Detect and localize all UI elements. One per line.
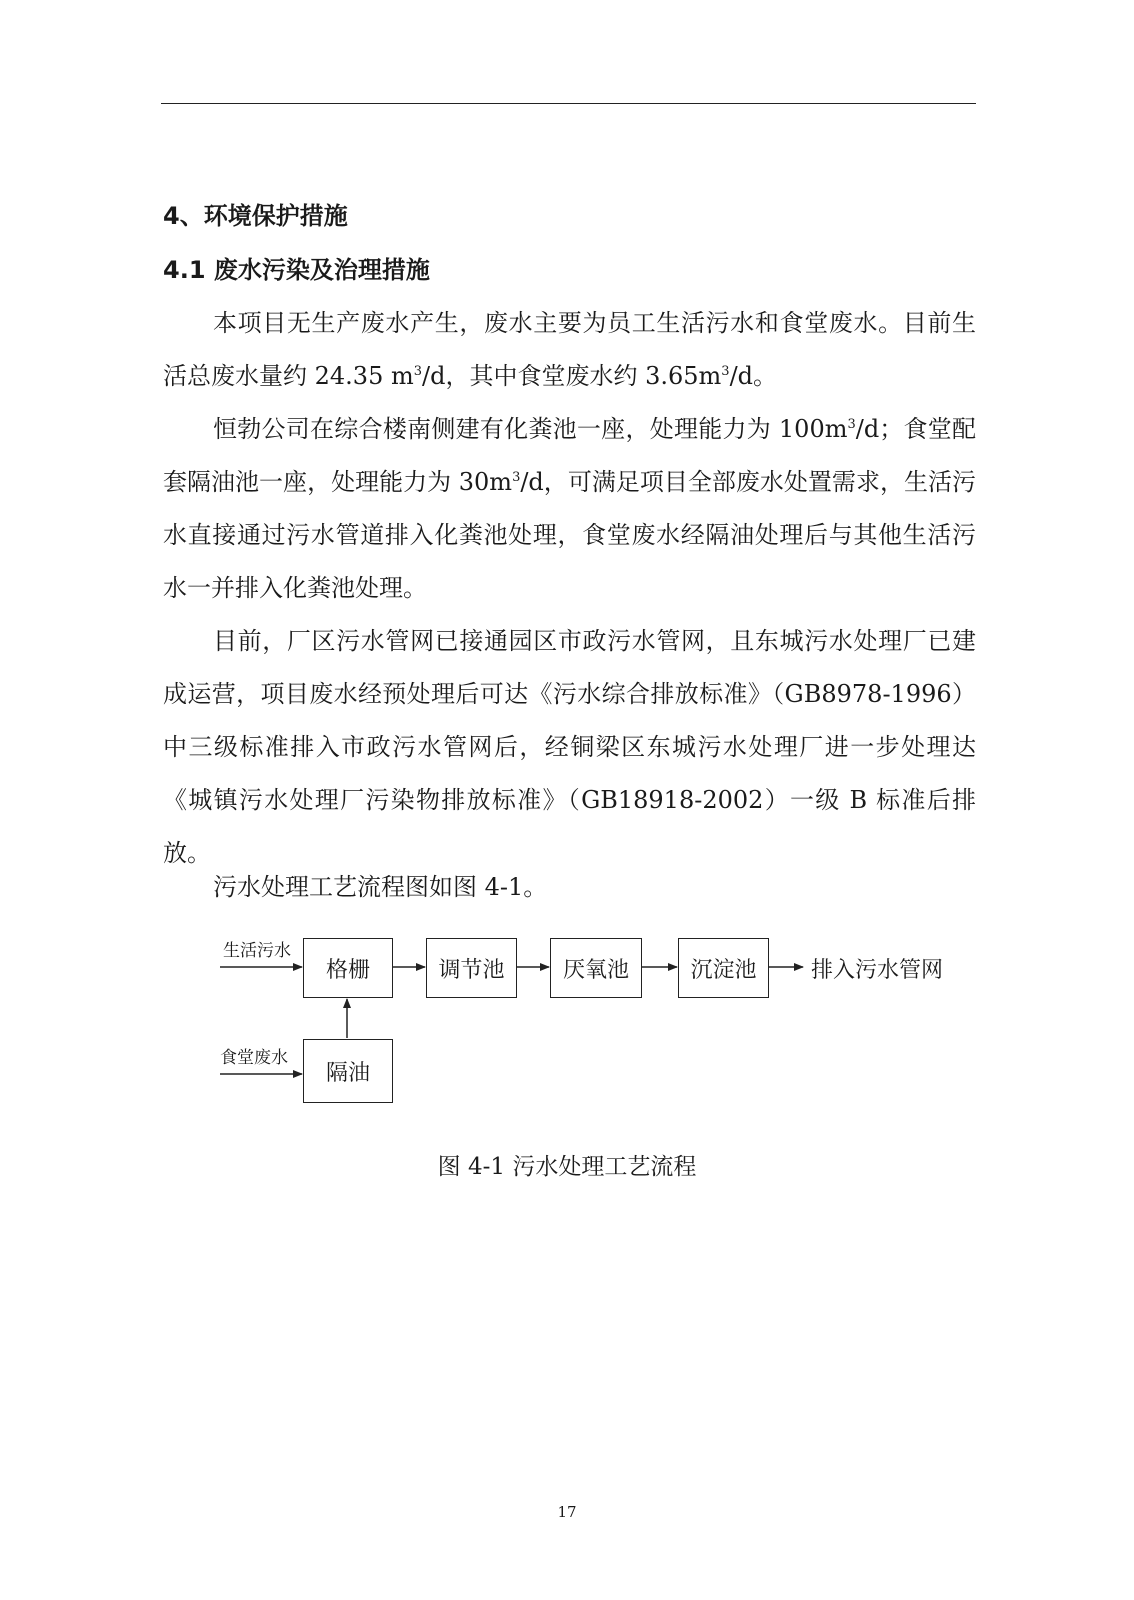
box-regulating-tank: 调节池 [426,938,517,998]
page-number: 17 [557,1503,577,1521]
header-rule [161,103,976,104]
figure-caption: 图 4-1 污水处理工艺流程 [437,1154,697,1180]
label-canteen-wastewater: 食堂废水 [220,1048,288,1068]
section-heading: 4、环境保护措施 [163,202,348,230]
box-anaerobic-tank: 厌氧池 [550,938,642,998]
paragraph-4: 污水处理工艺流程图如图 4-1。 [213,873,548,901]
box-settling-tank: 沉淀池 [678,938,769,998]
paragraph-3: 目前，厂区污水管网已接通园区市政污水管网，且东城污水处理厂已建成运营，项目废水经预处理后可达《污水综合排放标准》（GB8978-1996）中三级标准排入市政污水管网后，经铜梁区东城污水处理厂进一步处理达《城镇污水处理厂污染物排放标准》（GB18918-2002）一级 B 标准后排放。 [163,627,976,867]
output-sewer-network: 排入污水管网 [811,958,944,983]
box-oil-separator: 隔油 [303,1039,393,1103]
paragraph-1: 本项目无生产废水产生，废水主要为员工生活污水和食堂废水。目前生活总废水量约 24.35 $m^3/d$，其中食堂废水约 $3.65m^3/d$。 [163,309,976,390]
label-domestic-sewage: 生活污水 [223,941,291,961]
process-flow-diagram [220,940,990,1130]
subsection-heading: 4.1 废水污染及治理措施 [163,256,430,284]
paragraph-2: 恒勃公司在综合楼南侧建有化粪池一座，处理能力为 $100m^3/d$；食堂配套隔油池一座，处理能力为 $30m^3/d$，可满足项目全部废水处置需求，生活污水直接通过污水管道排入化粪池处理，食堂废水经隔油处理后与其他生活污水一并排入化粪池处理。 [163,415,976,602]
box-grille: 格栅 [303,938,393,998]
